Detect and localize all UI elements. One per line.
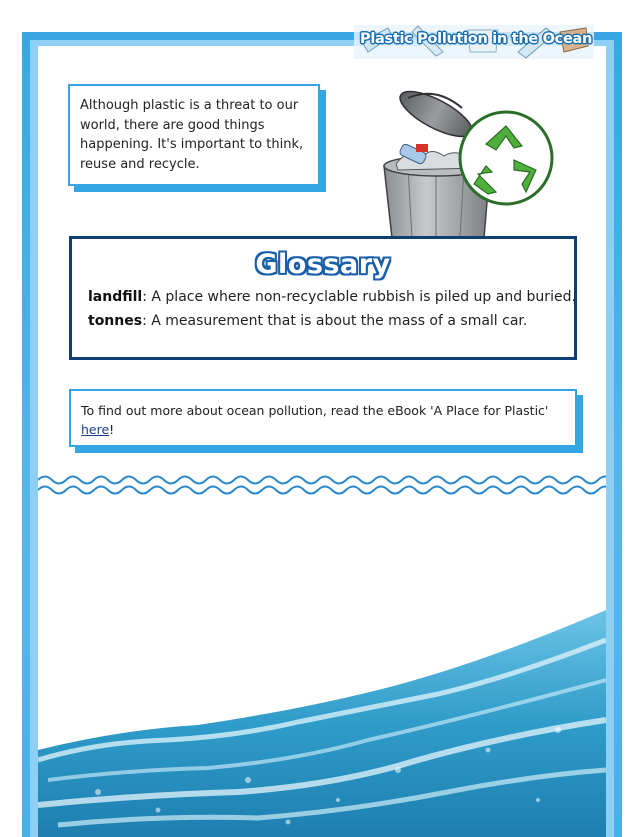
more-info-sentence: To find out more about ocean pollution, read the eBook 'A Place for Plastic'	[81, 403, 549, 418]
intro-text: Although plastic is a threat to our world, there are good things happening. It's important to think, reuse and recycle.	[80, 98, 304, 172]
glossary-title: Glossary	[255, 249, 391, 280]
glossary-definition: : A measurement that is about the mass of a small car.	[142, 313, 528, 329]
wave-divider	[38, 470, 606, 500]
more-info-box	[69, 389, 577, 447]
glossary-term: landfill	[88, 289, 143, 305]
more-info-text	[81, 401, 565, 439]
glossary-definition: : A place where non-recyclable rubbish is piled up and buried.	[142, 289, 576, 305]
glossary-box	[69, 236, 577, 360]
page-title: Plastic Pollution in the Ocean	[360, 31, 592, 47]
glossary-term: tonnes	[88, 313, 143, 329]
more-info-suffix: !	[109, 422, 115, 437]
intro-box	[68, 84, 320, 186]
ebook-link[interactable]: here	[81, 422, 110, 437]
ocean-illustration	[38, 610, 606, 837]
glossary-entry	[88, 285, 576, 309]
recycling-bin-icon	[378, 88, 554, 238]
glossary-entry	[88, 309, 558, 333]
